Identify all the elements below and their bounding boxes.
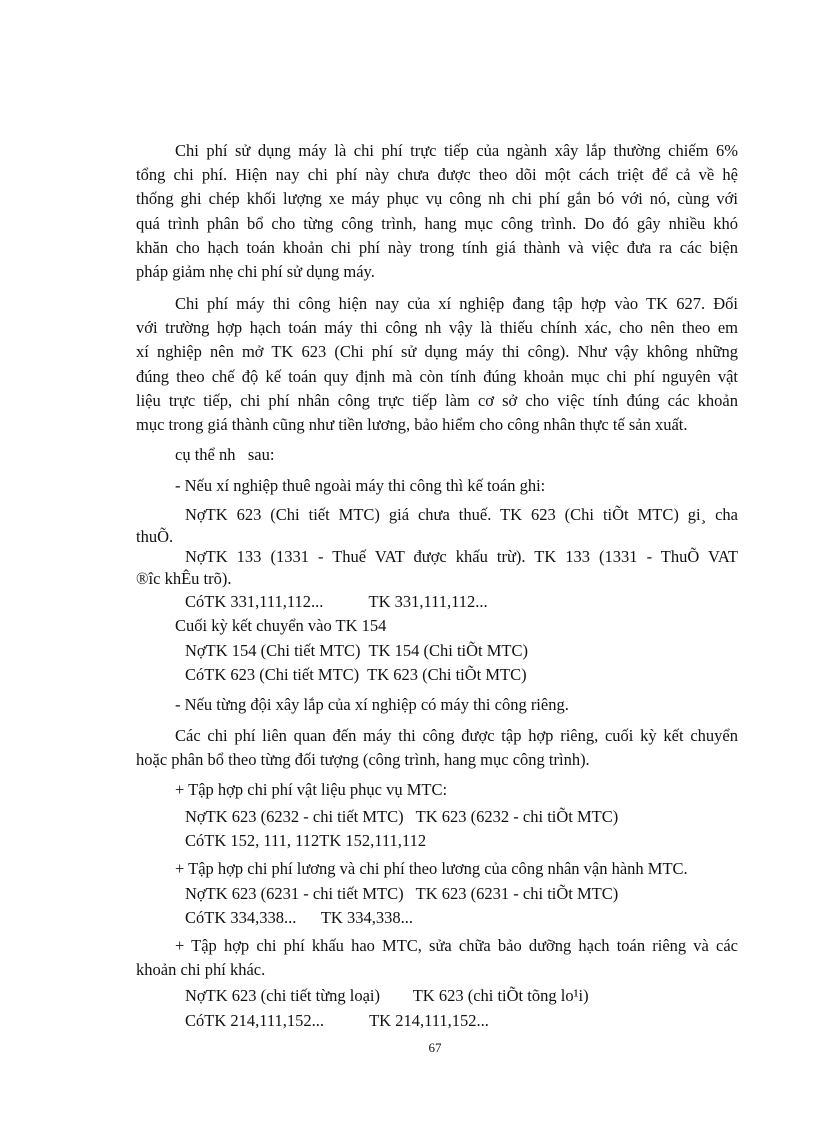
paragraph-line: với trường hợp hạch toán máy thi công nh vậy là thiếu chính xác, cho nên theo em	[136, 318, 738, 337]
entry-debit-133: NợTK 133 (1331 - Thuế VAT được khấu trừ). TK 133 (1331 - ThuÕ VAT	[185, 547, 738, 566]
entry-credit-331: CóTK 331,111,112... TK 331,111,112...	[185, 592, 488, 611]
paragraph-line: khăn cho hạch toán khoản chi phí này trong tính giá thành và việc đưa ra các biện	[136, 238, 738, 257]
page-number: 67	[428, 1040, 442, 1055]
period-end-heading: Cuối kỳ kết chuyển vào TK 154	[175, 616, 387, 635]
paragraph-line: Chi phí sử dụng máy là chi phí trực tiếp của ngành xây lắp thường chiếm 6%	[175, 141, 738, 160]
wage-heading: + Tập hợp chi phí lương và chi phí theo lương của công nhân vận hành MTC.	[175, 859, 688, 878]
rent-case: - Nếu xí nghiệp thuê ngoài máy thi công thì kế toán ghi:	[175, 476, 546, 495]
entry-debit-623-cont: thuÕ.	[136, 527, 174, 546]
entry-debit-623: NợTK 623 (Chi tiết MTC) giá chưa thuế. TK 623 (Chi tiÕt MTC) gi¸ cha	[185, 505, 738, 524]
paragraph-line: tổng chi phí. Hiện nay chi phí này chưa được theo dõi một cách triệt để cả về hệ	[136, 165, 738, 184]
entry-debit-133-cont: ®îc khÊu trõ).	[136, 569, 232, 588]
depreciation-debit: NợTK 623 (chi tiết từng loại) TK 623 (chi tiÕt tõng lo¹i)	[185, 986, 589, 1005]
paragraph-line: Các chi phí liên quan đến máy thi công được tập hợp riêng, cuối kỳ kết chuyển	[175, 726, 738, 745]
paragraph-line: xí nghiệp nên mở TK 623 (Chi phí sử dụng máy thi công). Như vậy không những	[136, 342, 738, 361]
depreciation-heading-cont: khoản chi phí khác.	[136, 960, 266, 979]
own-machine-case: - Nếu từng đội xây lắp của xí nghiệp có máy thi công riêng.	[175, 695, 569, 714]
material-heading: + Tập hợp chi phí vật liệu phục vụ MTC:	[175, 780, 448, 799]
paragraph-line: pháp giảm nhẹ chi phí sử dụng máy.	[136, 262, 375, 281]
depreciation-heading: + Tập hợp chi phí khấu hao MTC, sửa chữa bảo dưỡng hạch toán riêng và các	[175, 936, 738, 955]
paragraph-line: đúng theo chế độ kế toán quy định mà còn tính đúng khoản mục chi phí nguyên vật	[136, 367, 738, 386]
entry-debit-154: NợTK 154 (Chi tiết MTC) TK 154 (Chi tiÕt MTC)	[185, 641, 528, 660]
paragraph-line: mục trong giá thành cũng như tiền lương, bảo hiểm cho công nhân thực tế sản xuất.	[136, 415, 688, 434]
paragraph-line: thống ghi chép khối lượng xe máy phục vụ công nh chi phí gắn bó với nó, cùng với	[136, 189, 738, 208]
paragraph-line: hoặc phân bổ theo từng đối tượng (công trình, hang mục công trình).	[136, 750, 590, 769]
paragraph-line: Chi phí máy thi công hiện nay của xí nghiệp đang tập hợp vào TK 627. Đối	[175, 294, 738, 313]
material-debit: NợTK 623 (6232 - chi tiết MTC) TK 623 (6232 - chi tiÕt MTC)	[185, 807, 619, 826]
paragraph-line: liệu trực tiếp, chi phí nhân công trực tiếp làm cơ sở cho việc tính đúng các khoản	[136, 391, 738, 410]
entry-credit-623: CóTK 623 (Chi tiết MTC) TK 623 (Chi tiÕt MTC)	[185, 665, 527, 684]
paragraph-line: quá trình phân bổ cho từng công trình, hang mục công trình. Do đó gây nhiều khó	[136, 214, 738, 233]
depreciation-credit: CóTK 214,111,152... TK 214,111,152...	[185, 1011, 489, 1030]
specific-intro: cụ thể nh sau:	[175, 445, 275, 464]
material-credit: CóTK 152, 111, 112TK 152,111,112	[185, 831, 427, 850]
wage-credit: CóTK 334,338... TK 334,338...	[185, 908, 413, 927]
wage-debit: NợTK 623 (6231 - chi tiết MTC) TK 623 (6231 - chi tiÕt MTC)	[185, 884, 619, 903]
